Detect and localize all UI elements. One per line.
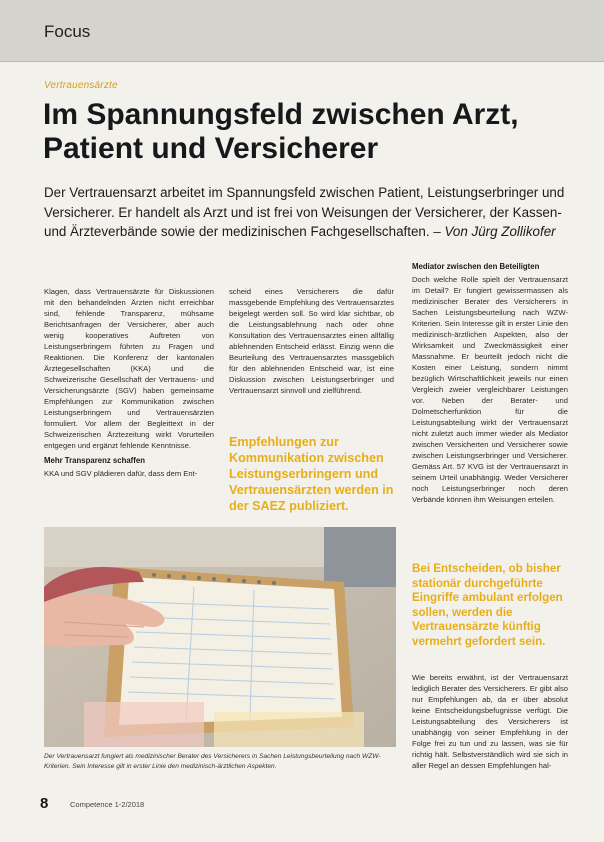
column-3-continued (412, 672, 568, 775)
article-photo (44, 527, 396, 747)
header-band (0, 0, 604, 62)
section-label: Focus (44, 22, 91, 41)
col3-paragraph-2: Wie bereits erwähnt, ist der Vertrauensarzt lediglich Berater des Versicherers. Er gibt also nur Empfehlungen ab, da er über absolut keine Entscheidungsbefugnisse verfügt. Die Leistungsabteilung des Versicherers ist unabhängig von seiner Empfehlung in der Folge frei zu tun und zu lassen, was sie für richtig hält. Selbstverständlich wird sie sich in aller Regel an dessen Empfehlungen hal- (412, 673, 568, 770)
col3-subheading: Mediator zwischen den Beteiligten (412, 262, 540, 271)
lead-text: Der Vertrauensarzt arbeitet im Spannungsfeld zwischen Patient, Leistungserbringer und Versicherer. Er handelt als Arzt und ist frei von Weisungen der Versicherer, der Kassen- und Ärzteverbände sowie der medizinischen Fachgesellschaften. (44, 185, 565, 239)
column-2 (229, 286, 394, 400)
article-title: Im Spannungsfeld zwischen Arzt, Patient und Versicherer (43, 98, 519, 165)
column-1 (44, 286, 214, 483)
col1-paragraph-1: Klagen, dass Vertrauensärzte für Diskussionen mit den behandelnden Ärzten nicht erreichbar sind, fehlende Transparenz, mühsame Berichtsanfragen der Versicherer, aber auch wenig kooperatives Auftreten von Leistungserbringern führten zu Fragen und Reaktionen. Die Konferenz der kantonalen Ärztegesellschaften (KKA) und die Schweizerische Gesellschaft der Vertrauens- und Versicherungsärzte (SGV) haben gemeinsame Empfehlungen zur Kommunikation zwischen Leistungserbringern und Vertrauensärzten formuliert. Vor allem der Begleittext in der Schweizerischen Ärztezeitung wirkt Vorurteilen entgegen und ergänzt fehlende Kenntnisse. (44, 287, 214, 450)
clipboard-hand-photo (44, 527, 396, 747)
header-divider (0, 61, 604, 62)
col3-paragraph-1: Doch welche Rolle spielt der Vertrauensarzt im Detail? Er fungiert gewissermassen als medizinischer Berater des Versicherers in Sachen Leistungsbeurteilung nach WZW-Kriterien. Sein Interesse gilt in erster Linie den medizinisch-ärztlichen Aspekten, also der Wirksamkeit und Zweckmässigkeit einer Massnahme. Er beurteilt jedoch nicht die Kosten einer Leistung, sondern nimmt bezüglich Wirtschaftlichkeit jeweils nur einen Vergleich zweier vergleichbarer Leistungen vor. Neben der Berater- und Dolmetscherfunktion für die Leistungsabteilung wirkt der Vertrauensarzt nicht zuletzt auch immer wieder als Mediator zwischen Versicherten und Versicherer sowie zwischen Leistungserbringer und Versicherer. Gemäss Art. 57 KVG ist der Vertrauensarzt in seinem Urteil unabhängig. Weder Versicherer noch Leistungserbringer noch deren Verbände können ihm Weisungen erteilen. (412, 275, 568, 504)
pull-quote-1: Empfehlungen zur Kommunikation zwischen Leistungserbringern und Vertrauensärzten werden in der SAEZ publiziert. (229, 435, 394, 513)
article-kicker: Vertrauensärzte (44, 80, 118, 91)
page-number: 8 (40, 795, 49, 812)
issue-label: Competence 1-2/2018 (70, 800, 145, 809)
article-lead (44, 183, 574, 242)
col1-subheading: Mehr Transparenz schaffen (44, 456, 145, 465)
column-3 (412, 261, 568, 509)
photo-caption: Der Vertrauensarzt fungiert als medizinischer Berater des Versicherers in Sachen Leistungsbeurteilung nach WZW-Kriterien. Sein Interesse gilt in erster Linie den medizinisch-ärztlichen Aspekten. (44, 753, 381, 770)
byline: – Von Jürg Zollikofer (433, 224, 556, 239)
col2-paragraph-1: scheid eines Versicherers die dafür massgebende Empfehlung des Vertrauensarztes beigelegt werden soll. So wird klar sichtbar, ob die Leistungsablehnung nach oder ohne Konsultation des Vertrauensarztes einen allfällig ablehnenden Entscheid erlässt. Einzig wenn die Beurteilung des Vertrauensarztes massgeblich für den ablehnenden Entscheid war, ist eine Diskussion zwischen Leistungserbringer und Vertrauensarzt sinnvoll und zielführend. (229, 287, 394, 395)
pull-quote-2: Bei Entscheiden, ob bisher stationär durchgeführte Eingriffe ambulant erfolgen sollen, werden die Vertrauensärzte künftig vermehrt gefordert sein. (412, 562, 563, 648)
col1-paragraph-2: KKA und SGV plädieren dafür, dass dem Ent- (44, 469, 198, 478)
